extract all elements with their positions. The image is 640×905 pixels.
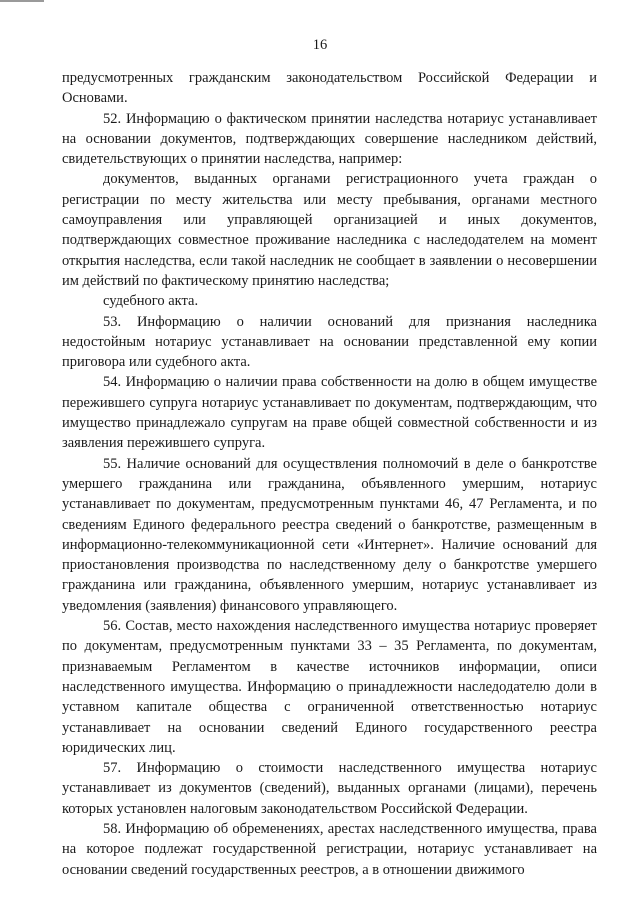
- paragraph-55: 55. Наличие оснований для осуществления полномочий в деле о банкротстве умершего гражданина или гражданина, объявленного умершим, нотариус устанавливает по документам, предусмотренным пунктами 46, 47 Регламента, и по сведениям Единого федерального реестра сведений о банкротстве, размещенным в информационно-телекоммуникационной сети «Интернет». Наличие оснований для приостановления производства по наследственному делу о банкротстве умершего гражданина или гражданина, объявленного умершим, нотариус устанавливает из уведомления (заявления) финансового управляющего.: [62, 455, 597, 614]
- paragraph-52-item-documents: документов, выданных органами регистрационного учета граждан о регистрации по месту жительства или месту пребывания, органами местного самоуправления или управляющей организацией и иных документов, подтверждающих совместное проживание наследника с наследодателем на момент открытия наследства, если такой наследник не сообщает в заявлении о несовершении им действий по фактическому принятию наследства;: [62, 171, 597, 289]
- paragraph-53: 53. Информацию о наличии оснований для признания наследника недостойным нотариус устанавливает на основании представленной ему копии приговора или судебного акта.: [62, 313, 597, 371]
- paragraph-continuation: предусмотренных гражданским законодательством Российской Федерации и Основами.: [62, 70, 597, 107]
- paragraph-52: 52. Информацию о фактическом принятии наследства нотариус устанавливает на основании документов, подтверждающих совершение наследником действий, свидетельствующих о принятии наследства, например:: [62, 110, 597, 168]
- paragraph-57: 57. Информацию о стоимости наследственного имущества нотариус устанавливает из документов (сведений), выданных органами (лицами), перечень которых установлен налоговым законодательством Российской Федерации.: [62, 760, 597, 817]
- document-body: [62, 68, 597, 880]
- paragraph-52-item-court-act: судебного акта.: [103, 293, 199, 310]
- paragraph-56: 56. Состав, место нахождения наследственного имущества нотариус проверяет по документам, предусмотренным пунктами 33 – 35 Регламента, по документам, признаваемым Регламентом в качестве источников информации, описи наследственного имущества. Информацию о принадлежности наследодателю доли в уставном капитале общества с ограниченной ответственностью нотариус устанавливает на основании сведений Единого государственного реестра юридических лиц.: [62, 618, 597, 756]
- paragraph-58: 58. Информацию об обременениях, арестах наследственного имущества, права на которое подлежат государственной регистрации, нотариус устанавливает на основании сведений государственных реестров, а в отношении движимого: [62, 820, 597, 878]
- paragraph-54: 54. Информацию о наличии права собственности на долю в общем имуществе пережившего супруга нотариус устанавливает по документам, подтверждающим, что имущество принадлежало супругам на праве общей совместной собственности и из заявления пережившего супруга.: [62, 374, 597, 452]
- page-number: 16: [312, 37, 328, 53]
- scan-corner-mark: [0, 0, 44, 2]
